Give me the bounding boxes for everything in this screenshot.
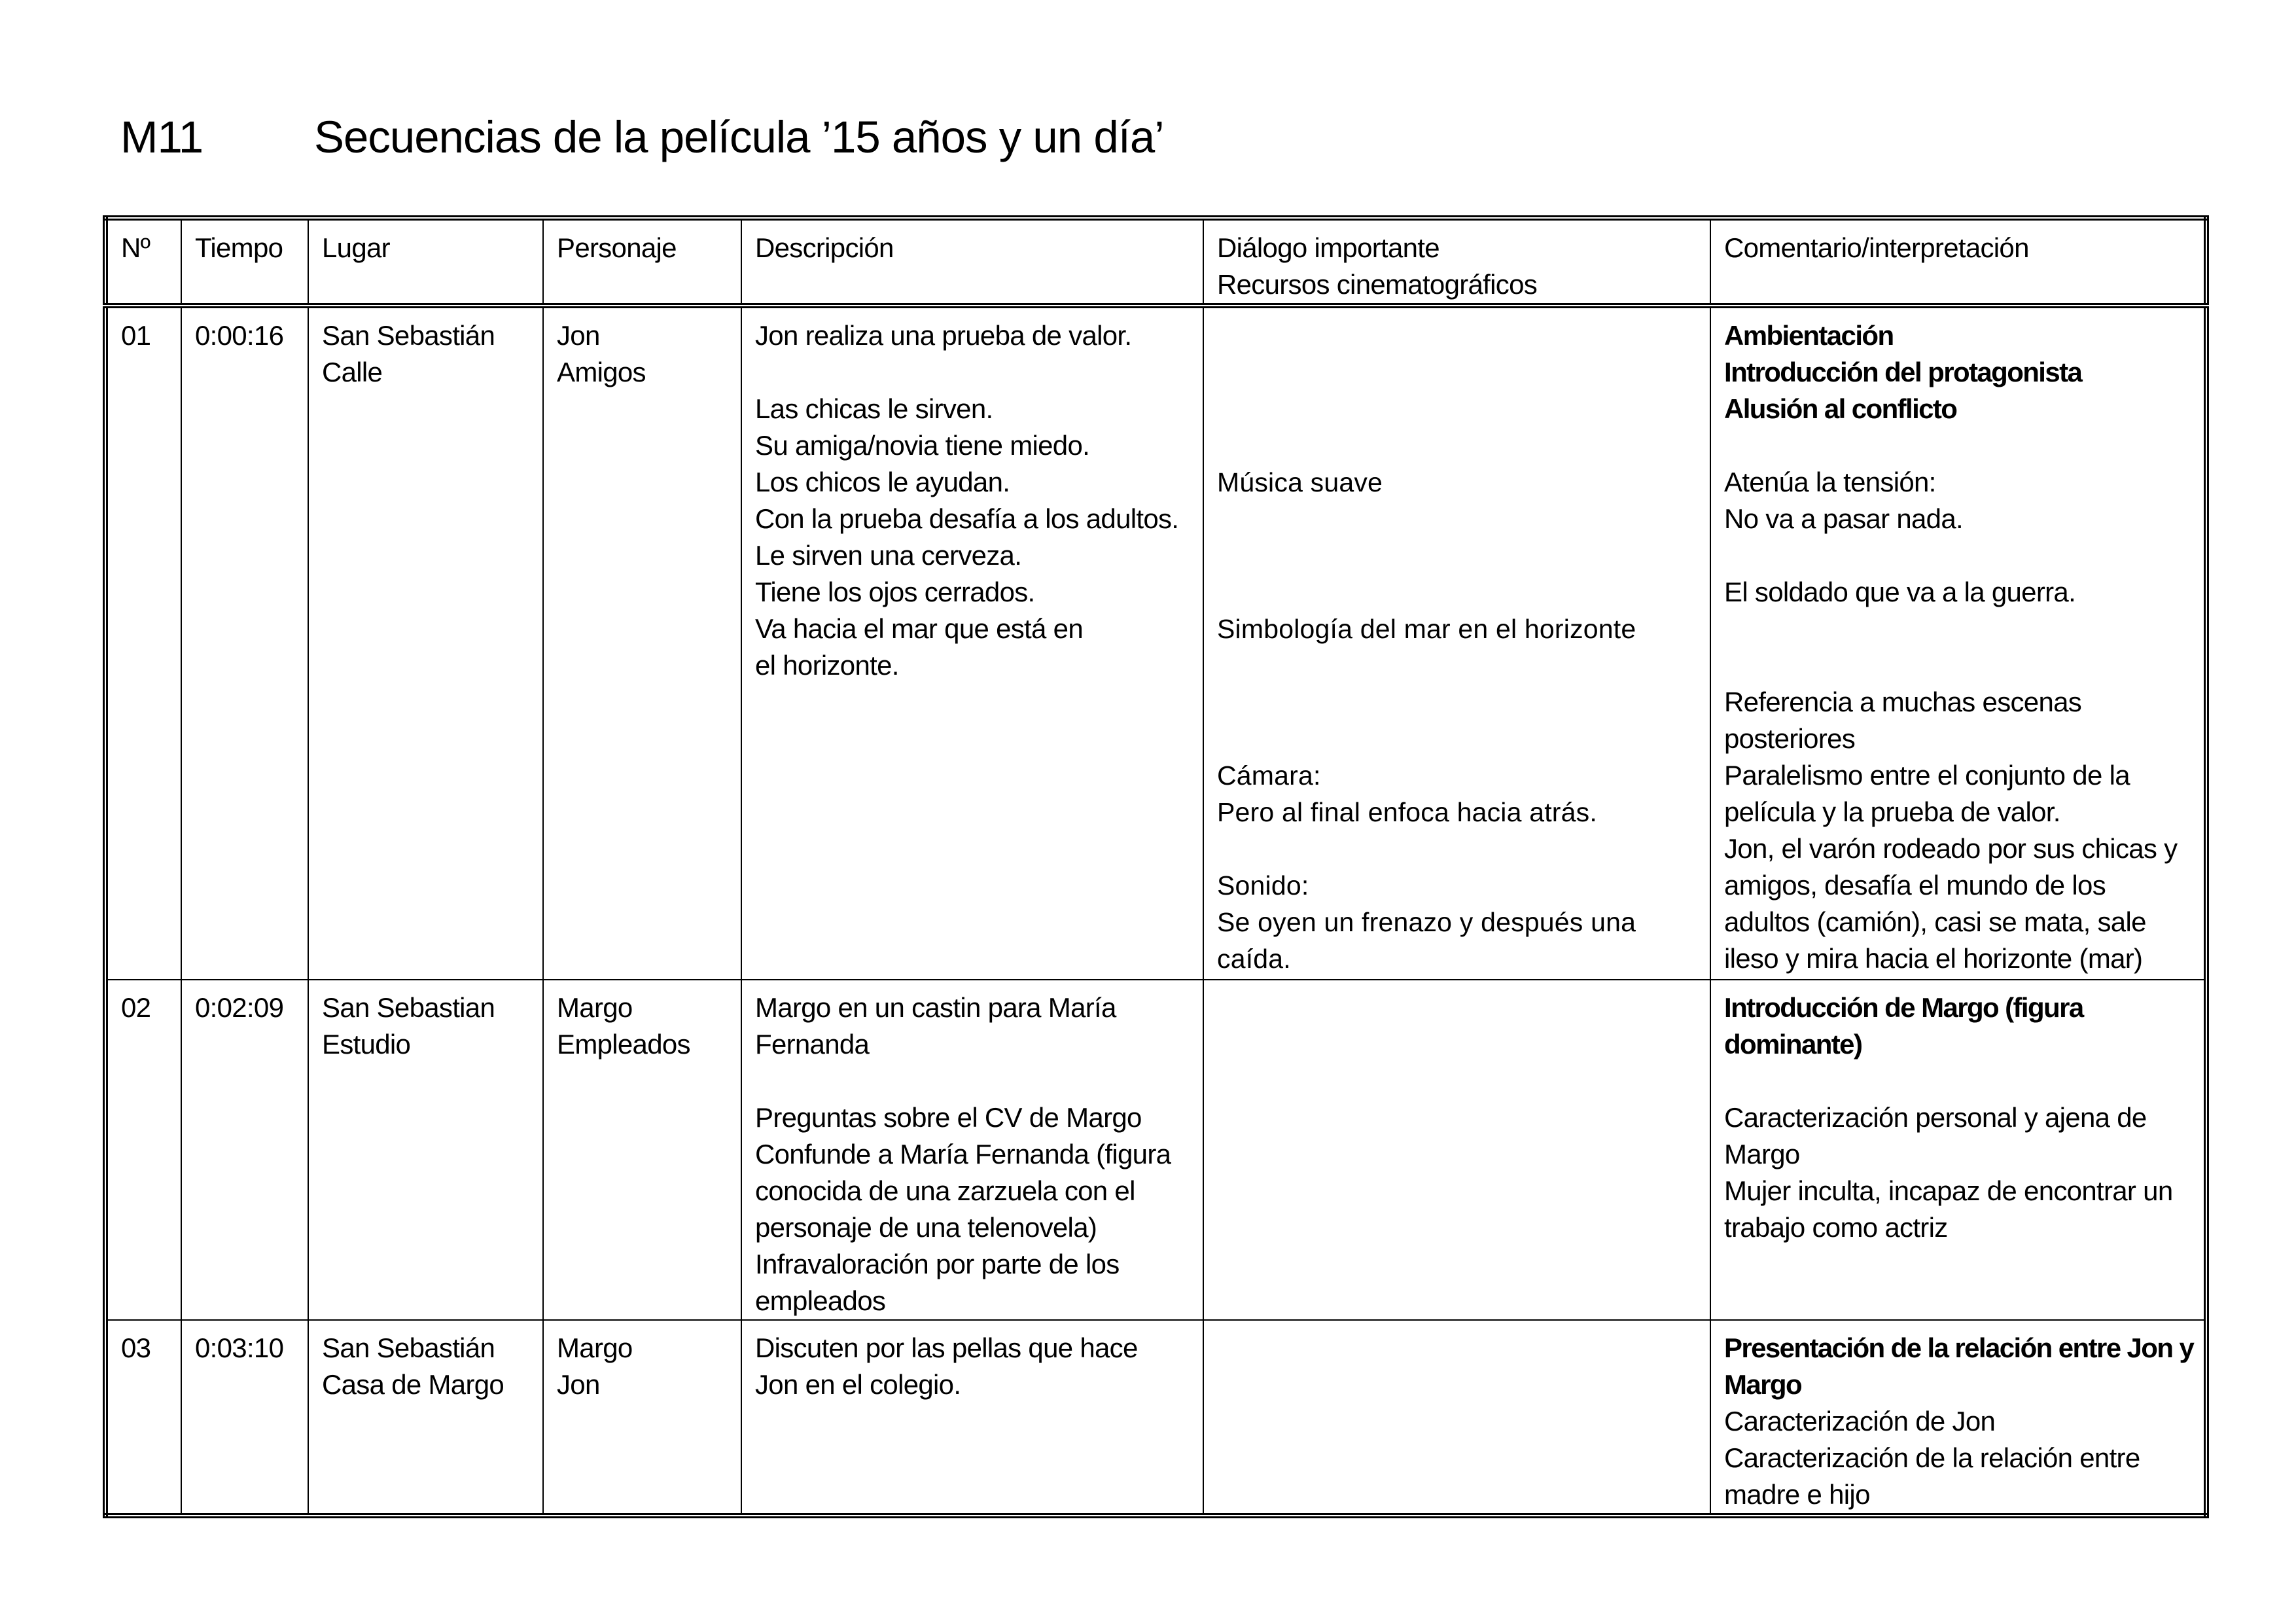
text-line: Jon realiza una prueba de valor. (755, 320, 1132, 351)
text-line (1217, 354, 1704, 391)
text-line: Margo (1724, 1139, 1800, 1169)
cell-comentario (1710, 980, 2206, 1320)
text-line: Referencia a muchas escenas (1724, 687, 2082, 717)
cell-num (105, 980, 181, 1320)
text-line (1724, 537, 2199, 574)
text-line (1217, 537, 1704, 574)
cell-dialogo (1203, 1320, 1710, 1516)
header-cell-dialogo (1203, 218, 1710, 306)
header-cell-num (105, 218, 181, 306)
text-line: Infravaloración por parte de los (755, 1249, 1120, 1279)
text-line: Caracterización de la relación entre (1724, 1442, 2140, 1473)
text-line: Jon en el colegio. (755, 1369, 961, 1400)
text-line (1217, 721, 1704, 757)
text-line: 0:02:09 (195, 992, 284, 1023)
cell-descripcion (741, 980, 1203, 1320)
cell-dialogo (1203, 980, 1710, 1320)
text-line: Jon, el varón rodeado por sus chicas y (1724, 833, 2178, 864)
cell-num (105, 306, 181, 980)
text-line: Caracterización de Jon (1724, 1406, 1996, 1436)
text-line (755, 354, 1197, 391)
text-line: madre e hijo (1724, 1479, 1870, 1510)
text-line: 01 (121, 320, 151, 351)
text-line: Va hacia el mar que está en (755, 613, 1083, 644)
cell-comentario (1710, 306, 2206, 980)
text-line: Confunde a María Fernanda (figura (755, 1139, 1171, 1169)
text-line (1217, 391, 1704, 427)
text-line: Pero al final enfoca hacia atrás. (1217, 797, 1597, 827)
text-line: Los chicos le ayudan. (755, 467, 1010, 497)
text-line (1724, 1063, 2199, 1099)
header-line: Diálogo importante (1217, 232, 1439, 263)
text-line: San Sebastian (322, 992, 495, 1023)
text-line: Preguntas sobre el CV de Margo (755, 1102, 1142, 1133)
text-line: Margo en un castin para María (755, 992, 1116, 1023)
text-line: San Sebastián (322, 320, 495, 351)
cell-lugar (308, 306, 543, 980)
text-line (1217, 574, 1704, 611)
text-line: Empleados (557, 1029, 690, 1060)
header-line: Tiempo (195, 232, 283, 263)
text-line: Cámara: (1217, 760, 1321, 791)
text-line: Su amiga/novia tiene miedo. (755, 430, 1090, 461)
table-row (105, 306, 2206, 980)
text-line: personaje de una telenovela) (755, 1212, 1097, 1243)
text-line: Tiene los ojos cerrados. (755, 577, 1035, 607)
text-line: Alusión al conflicto (1724, 393, 1957, 424)
text-line: Simbología del mar en el horizonte (1217, 614, 1636, 644)
text-line: posteriores (1724, 723, 1856, 754)
text-line: Calle (322, 357, 383, 387)
text-line (1217, 684, 1704, 721)
header-line: Personaje (557, 232, 677, 263)
text-line: el horizonte. (755, 650, 899, 681)
text-line: Paralelismo entre el conjunto de la (1724, 760, 2130, 791)
text-line: 03 (121, 1332, 151, 1363)
cell-lugar (308, 1320, 543, 1516)
header-line: Recursos cinematográficos (1217, 269, 1538, 300)
text-line (1217, 501, 1704, 537)
header-line: Lugar (322, 232, 390, 263)
header-cell-descripcion (741, 218, 1203, 306)
cell-descripcion (741, 306, 1203, 980)
text-line (1724, 647, 2199, 684)
cell-comentario (1710, 1320, 2206, 1516)
text-line: Sonido: (1217, 870, 1309, 901)
cell-tiempo (181, 980, 308, 1320)
cell-personaje (543, 980, 741, 1320)
text-line: Estudio (322, 1029, 411, 1060)
text-line: Margo (557, 1332, 633, 1363)
text-line (755, 1063, 1197, 1099)
text-line: ileso y mira hacia el horizonte (mar) (1724, 943, 2143, 974)
text-line: amigos, desafía el mundo de los (1724, 870, 2106, 901)
text-line: El soldado que va a la guerra. (1724, 577, 2076, 607)
text-line: Le sirven una cerveza. (755, 540, 1022, 571)
table-row (105, 1320, 2206, 1516)
header-line: Nº (121, 232, 150, 263)
text-line: Jon (557, 320, 600, 351)
text-line: Presentación de la relación entre Jon y (1724, 1332, 2194, 1363)
cell-dialogo (1203, 306, 1710, 980)
cell-tiempo (181, 1320, 308, 1516)
title-code: M11 (120, 112, 203, 162)
text-line: 0:00:16 (195, 320, 284, 351)
text-line: conocida de una zarzuela con el (755, 1175, 1135, 1206)
cell-tiempo (181, 306, 308, 980)
text-line: Música suave (1217, 467, 1383, 497)
cell-num (105, 1320, 181, 1516)
text-line: Introducción del protagonista (1724, 357, 2082, 387)
text-line (1724, 611, 2199, 647)
text-line: empleados (755, 1285, 886, 1316)
text-line (1217, 830, 1704, 867)
sequence-table (103, 215, 2209, 1518)
text-line: caída. (1217, 944, 1291, 974)
cell-lugar (308, 980, 543, 1320)
text-line: No va a pasar nada. (1724, 503, 1963, 534)
header-line: Descripción (755, 232, 894, 263)
text-line: dominante) (1724, 1029, 1862, 1060)
text-line: Fernanda (755, 1029, 870, 1060)
header-cell-lugar (308, 218, 543, 306)
text-line: Las chicas le sirven. (755, 393, 993, 424)
text-line: Amigos (557, 357, 646, 387)
cell-personaje (543, 306, 741, 980)
header-cell-personaje (543, 218, 741, 306)
table-row (105, 980, 2206, 1320)
text-line (1217, 647, 1704, 684)
text-line (1724, 427, 2199, 464)
text-line: San Sebastián (322, 1332, 495, 1363)
cell-personaje (543, 1320, 741, 1516)
text-line (1217, 427, 1704, 464)
title-text: Secuencias de la película ’15 años y un día’ (314, 112, 1164, 162)
table-header-row (105, 218, 2206, 306)
header-cell-comentario (1710, 218, 2206, 306)
text-line: Margo (557, 992, 633, 1023)
page-title (120, 111, 1164, 163)
text-line: Se oyen un frenazo y después una (1217, 907, 1636, 937)
header-line: Comentario/interpretación (1724, 232, 2029, 263)
text-line: Atenúa la tensión: (1724, 467, 1936, 497)
text-line: 02 (121, 992, 151, 1023)
text-line: Margo (1724, 1369, 1802, 1400)
cell-descripcion (741, 1320, 1203, 1516)
text-line: Discuten por las pellas que hace (755, 1332, 1138, 1363)
text-line: Casa de Margo (322, 1369, 504, 1400)
text-line: trabajo como actriz (1724, 1212, 1948, 1243)
text-line: Introducción de Margo (figura (1724, 992, 2083, 1023)
text-line: 0:03:10 (195, 1332, 284, 1363)
text-line: Con la prueba desafía a los adultos. (755, 503, 1179, 534)
text-line: adultos (camión), casi se mata, sale (1724, 906, 2146, 937)
text-line: Mujer inculta, incapaz de encontrar un (1724, 1175, 2173, 1206)
text-line: Ambientación (1724, 320, 1894, 351)
header-cell-tiempo (181, 218, 308, 306)
text-line (1217, 317, 1704, 354)
table-body (105, 306, 2206, 1516)
text-line: Jon (557, 1369, 600, 1400)
text-line: Caracterización personal y ajena de (1724, 1102, 2147, 1133)
text-line: película y la prueba de valor. (1724, 796, 2060, 827)
table-header (105, 218, 2206, 306)
